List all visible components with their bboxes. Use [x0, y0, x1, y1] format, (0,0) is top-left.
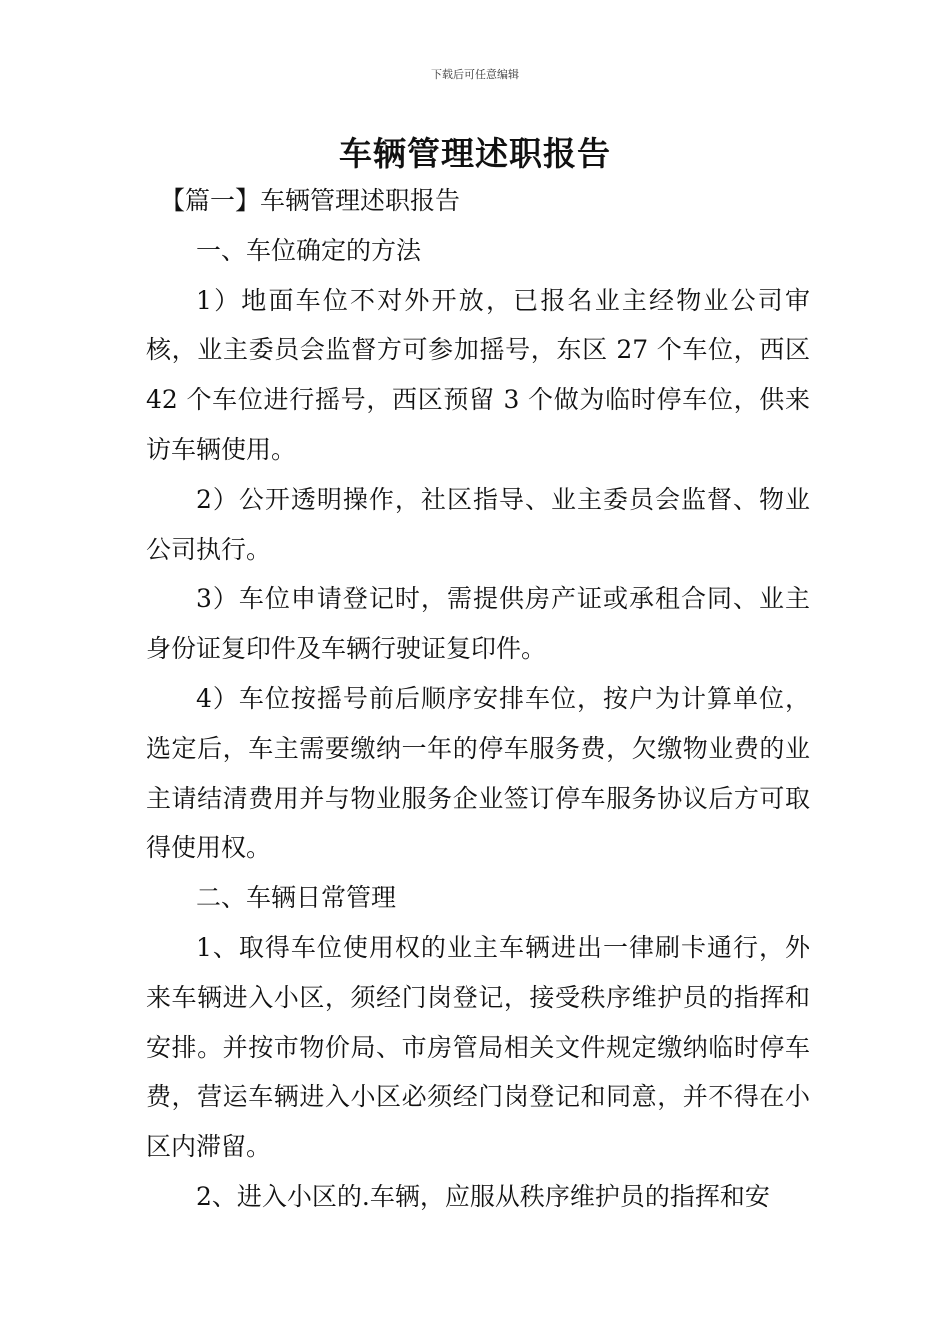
- paragraph: 1、取得车位使用权的业主车辆进出一律刷卡通行，外来车辆进入小区，须经门岗登记，接受秩序维护员的指挥和安排。并按市物价局、市房管局相关文件规定缴纳临时停车费，营运车辆进入小区必须经门岗登记和同意，并不得在小区内滞留。: [146, 932, 810, 1162]
- document-body: [146, 176, 810, 1222]
- paragraph: 4）车位按摇号前后顺序安排车位，按户为计算单位，选定后，车主需要缴纳一年的停车服务费，欠缴物业费的业主请结清费用并与物业服务企业签订停车服务协议后方可取得使用权。: [146, 683, 810, 863]
- paragraph: 3）车位申请登记时，需提供房产证或承租合同、业主身份证复印件及车辆行驶证复印件。: [146, 584, 810, 664]
- paragraph: 2）公开透明操作，社区指导、业主委员会监督、物业公司执行。: [146, 484, 810, 564]
- document-title: 车辆管理述职报告: [339, 134, 611, 173]
- paragraph: 1）地面车位不对外开放，已报名业主经物业公司审核，业主委员会监督方可参加摇号，东区 27 个车位，西区 42 个车位进行摇号，西区预留 3 个做为临时停车位，供来访车辆使用。: [146, 285, 810, 464]
- section-heading: 【篇一】车辆管理述职报告: [160, 186, 461, 215]
- paragraph: 二、车辆日常管理: [196, 883, 397, 913]
- paragraph: 2、进入小区的.车辆，应服从秩序维护员的指挥和安: [196, 1181, 770, 1211]
- paragraph: 一、车位确定的方法: [196, 235, 422, 265]
- header-note: 下载后可任意编辑: [431, 68, 519, 81]
